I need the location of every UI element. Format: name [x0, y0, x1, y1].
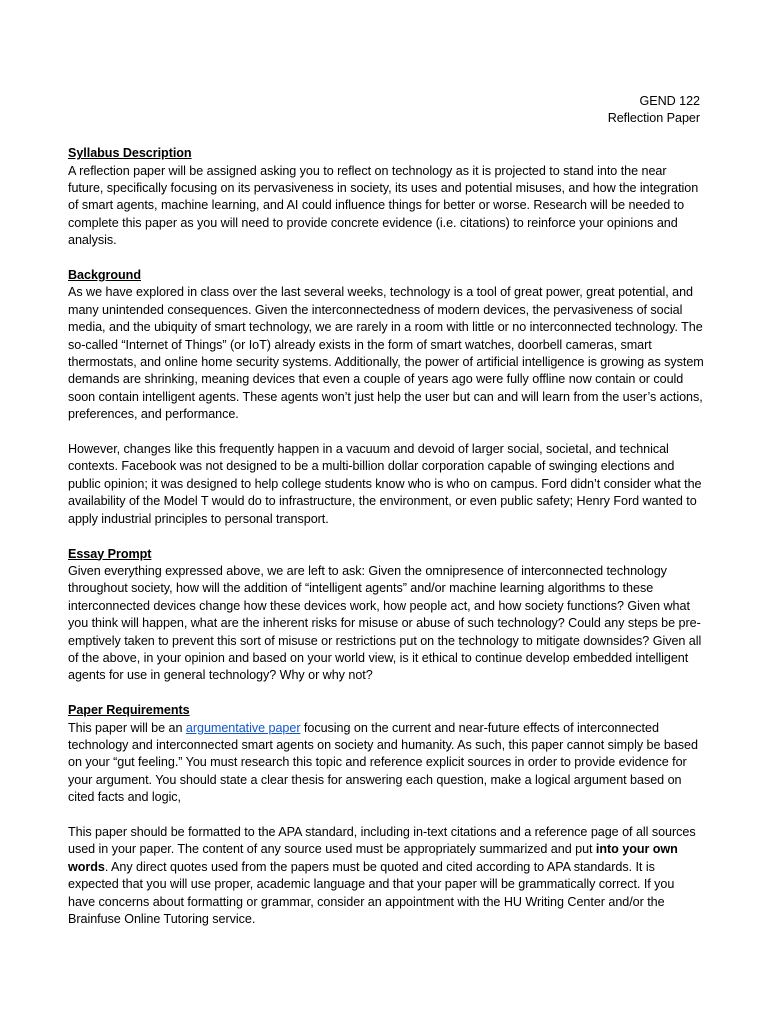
- document-header: [68, 93, 700, 128]
- syllabus-section: [68, 145, 704, 249]
- essay-prompt-section: [68, 546, 704, 685]
- requirements-p1-before: This paper will be an: [68, 720, 186, 735]
- essay-prompt-heading: Essay Prompt: [68, 546, 152, 561]
- requirements-paragraph-2: [68, 824, 704, 928]
- spacer: [68, 128, 704, 145]
- spacer: [68, 685, 704, 702]
- requirements-paragraph-1: [68, 720, 704, 807]
- document-page: [68, 93, 704, 928]
- requirements-heading: Paper Requirements: [68, 703, 190, 718]
- document-type: Reflection Paper: [607, 111, 700, 126]
- background-heading: Background: [68, 268, 141, 283]
- spacer: [68, 424, 704, 441]
- requirements-p2-bold: into your own words: [68, 842, 678, 874]
- background-paragraph-1: As we have explored in class over the last several weeks, technology is a tool of great power, great potential, and many unintended consequences. Given the interconnectedness of modern devices, the pervasiveness of social media, and the ubiquity of smart technology, we are rarely in a room with little or no interconnected technology. The so-called “Internet of Things” (or IoT) already exists in the form of smart watches, doorbell cameras, smart thermostats, and online home security systems. Additionally, the power of artificial intelligence is growing as system demands are shrinking, meaning devices that even a couple of years ago were fully offline now contain or could soon contain intelligent agents. These agents won’t just help the user but can and will learn from the user’s actions, preferences, and performance.: [68, 285, 704, 422]
- requirements-p2-before: This paper should be formatted to the APA standard, including in-text citations and a reference page of all sources used in your paper. The content of any source used must be appropriately summarized and put: [68, 824, 696, 857]
- spacer: [68, 528, 704, 545]
- requirements-section: [68, 702, 704, 928]
- essay-prompt-text: Given everything expressed above, we are left to ask: Given the omnipresence of interconnected technology throughout society, how will the addition of “intelligent agents” and/or machine learning algorithms to these interconnected devices change how these devices work, how people act, and how society functions? Given what you think will happen, what are the inherent risks for misuse or abuse of such technology? Could any steps be pre-emptively taken to prevent this sort of misuse or restrictions put on the technology to mitigate downsides? Given all of the above, in your opinion and based on your world view, is it ethical to continue develop embedded intelligent agents for use in general technology? Why or why not?: [68, 563, 702, 683]
- background-section: [68, 267, 704, 528]
- requirements-p1-after: focusing on the current and near-future effects of interconnected technology and interconnected smart agents on society and humanity. As such, this paper cannot simply be based on your “gut feeling.” You must research this topic and reference explicit sources in order to provide evidence for your argument. You should state a clear thesis for answering each question, make a logical argument based on cited facts and logic,: [68, 720, 698, 805]
- requirements-p2-after: . Any direct quotes used from the papers must be quoted and cited according to APA standards. It is expected that you will use proper, academic language and that your paper will be grammatically correct. If you have concerns about formatting or grammar, consider an appointment with the HU Writing Center and/or the Brainfuse Online Tutoring service.: [68, 859, 675, 926]
- spacer: [68, 807, 704, 824]
- argumentative-paper-link[interactable]: argumentative paper: [185, 720, 301, 735]
- syllabus-text: A reflection paper will be assigned asking you to reflect on technology as it is projected to stand into the near future, specifically focusing on its pervasiveness in society, its uses and potential misuses, and how the integration of smart agents, machine learning, and AI could influence things for better or worse. Research will be needed to complete this paper as you will need to provide concrete evidence (i.e. citations) to reinforce your opinions and analysis.: [68, 163, 699, 248]
- spacer: [68, 250, 704, 267]
- syllabus-heading: Syllabus Description: [68, 146, 192, 161]
- course-code: GEND 122: [639, 94, 700, 108]
- background-paragraph-2: However, changes like this frequently happen in a vacuum and devoid of larger social, societal, and technical contexts. Facebook was not designed to be a multi-billion dollar corporation capable of swinging elections and public opinion; it was designed to help college students know who is who on campus. Ford didn’t consider what the availability of the Model T would do to infrastructure, the environment, or even public safety; Henry Ford wanted to apply industrial principles to personal transport.: [68, 442, 702, 526]
